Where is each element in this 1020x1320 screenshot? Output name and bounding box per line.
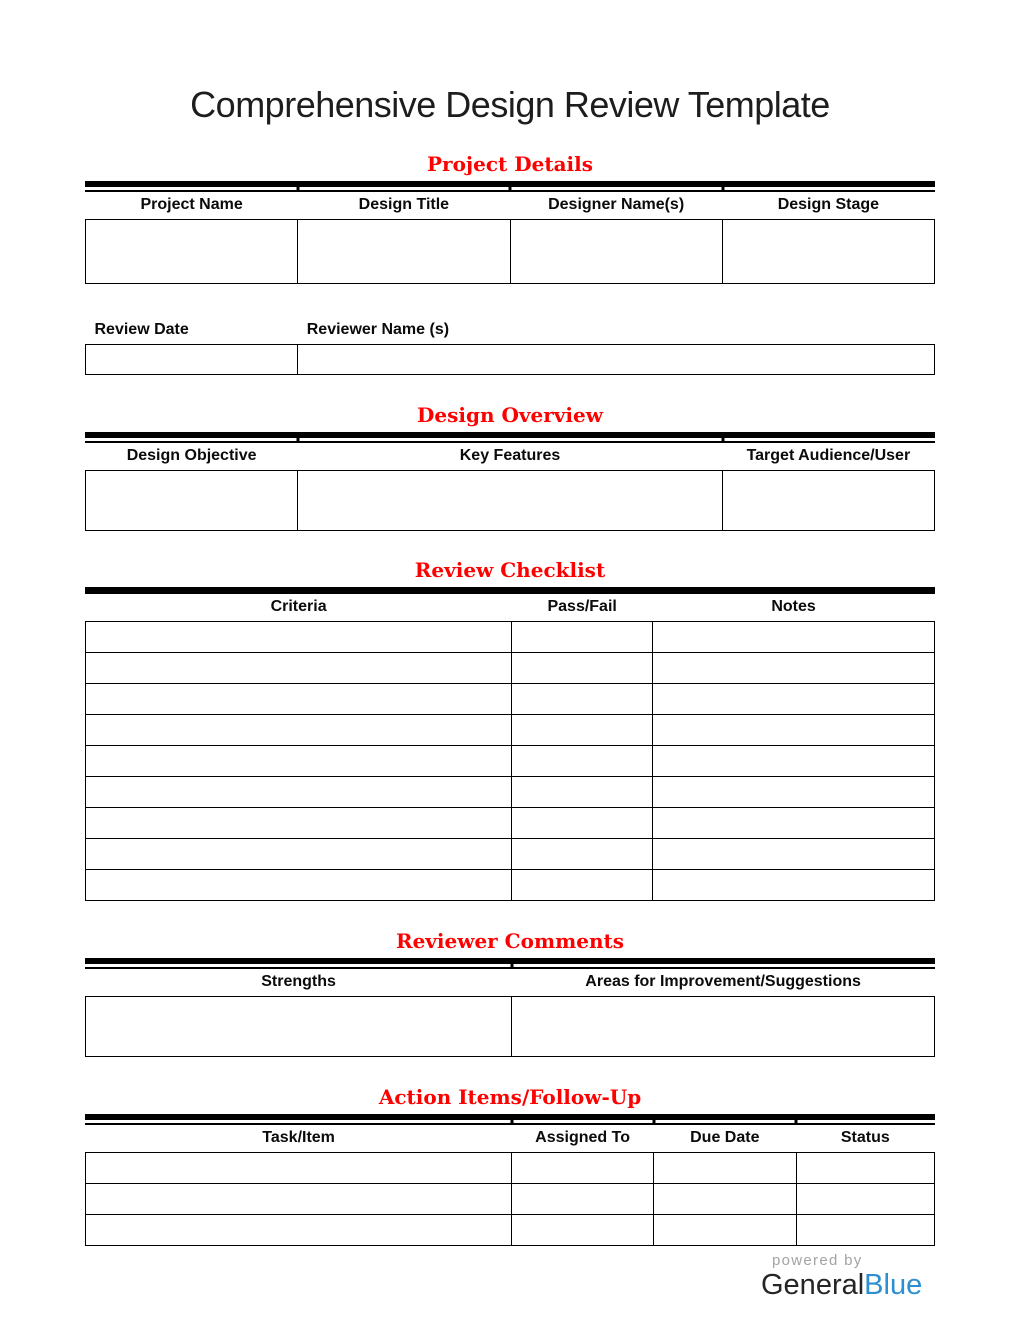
table-row: [86, 1215, 935, 1246]
input-cell[interactable]: [512, 1153, 654, 1184]
table-row: [86, 471, 935, 531]
input-cell[interactable]: [512, 653, 653, 684]
input-cell[interactable]: [512, 870, 653, 901]
input-cell[interactable]: [512, 808, 653, 839]
section-review-info: [85, 317, 935, 375]
table-row: [86, 839, 935, 870]
section-divider-line: [85, 441, 935, 443]
column-header-task-item: Task/Item: [86, 1125, 512, 1153]
input-cell[interactable]: [653, 715, 935, 746]
column-header-strengths: Strengths: [86, 969, 512, 997]
input-cell[interactable]: [86, 746, 512, 777]
section-review-checklist: [85, 558, 935, 901]
review-checklist-table: [85, 594, 935, 901]
section-reviewer-comments: [85, 929, 935, 1057]
table-row: [86, 345, 935, 375]
brand-blue-text: Blue: [864, 1269, 923, 1301]
column-tick: [721, 186, 724, 190]
table-row: [86, 870, 935, 901]
table-row: [86, 997, 935, 1057]
section-heading-review-checklist: Review Checklist: [414, 558, 606, 582]
column-header-project-name: Project Name: [86, 192, 298, 220]
section-divider-bar: [85, 432, 935, 438]
table-row: [86, 746, 935, 777]
input-cell[interactable]: [86, 715, 512, 746]
header-row: [86, 1125, 935, 1153]
powered-by-label: powered by: [772, 1252, 863, 1269]
input-cell[interactable]: [512, 777, 653, 808]
designer-names-input-cell[interactable]: [510, 220, 722, 284]
section-heading-design-overview: Design Overview: [417, 403, 603, 427]
section-heading-project-details: Project Details: [427, 152, 593, 176]
section-divider-line: [85, 1123, 935, 1125]
improvements-input-cell[interactable]: [512, 997, 935, 1057]
column-header-pass-fail: Pass/Fail: [512, 594, 653, 622]
review-info-table: [85, 317, 935, 375]
input-cell[interactable]: [653, 653, 935, 684]
table-row: [86, 684, 935, 715]
design-stage-input-cell[interactable]: [722, 220, 934, 284]
input-cell[interactable]: [653, 1153, 796, 1184]
column-header-due-date: Due Date: [653, 1125, 796, 1153]
column-header-target-audience: Target Audience/User: [722, 443, 934, 471]
section-design-overview: [85, 403, 935, 531]
table-row: [86, 1153, 935, 1184]
input-cell[interactable]: [796, 1153, 934, 1184]
project-name-input-cell[interactable]: [86, 220, 298, 284]
column-tick: [296, 437, 299, 441]
reviewer-names-input-cell[interactable]: [298, 345, 935, 375]
input-cell[interactable]: [86, 808, 512, 839]
section-heading-action-items: Action Items/Follow-Up: [378, 1085, 642, 1109]
reviewer-comments-table: [85, 969, 935, 1057]
design-title-input-cell[interactable]: [298, 220, 510, 284]
input-cell[interactable]: [86, 1215, 512, 1246]
header-row: [86, 192, 935, 220]
input-cell[interactable]: [653, 622, 935, 653]
generalblue-logo: [761, 1270, 931, 1302]
input-cell[interactable]: [653, 808, 935, 839]
input-cell[interactable]: [86, 777, 512, 808]
table-row: [86, 622, 935, 653]
column-header-design-objective: Design Objective: [86, 443, 298, 471]
input-cell[interactable]: [86, 684, 512, 715]
column-header-design-stage: Design Stage: [722, 192, 934, 220]
table-row: [86, 777, 935, 808]
column-header-designer-names: Designer Name(s): [510, 192, 722, 220]
review-date-input-cell[interactable]: [86, 345, 298, 375]
key-features-input-cell[interactable]: [298, 471, 723, 531]
column-header-notes: Notes: [653, 594, 935, 622]
table-row: [86, 653, 935, 684]
brand-general-text: General: [761, 1269, 865, 1301]
column-tick: [795, 1119, 798, 1123]
column-tick: [721, 437, 724, 441]
input-cell[interactable]: [653, 1184, 796, 1215]
column-header-criteria: Criteria: [86, 594, 512, 622]
input-cell[interactable]: [512, 684, 653, 715]
design-objective-input-cell[interactable]: [86, 471, 298, 531]
input-cell[interactable]: [653, 684, 935, 715]
section-heading-reviewer-comments: Reviewer Comments: [395, 929, 625, 953]
table-row: [86, 1184, 935, 1215]
input-cell[interactable]: [512, 715, 653, 746]
input-cell[interactable]: [86, 839, 512, 870]
project-details-table: [85, 192, 935, 284]
column-tick: [509, 186, 512, 190]
brand-footer: [761, 1252, 931, 1302]
input-cell[interactable]: [512, 622, 653, 653]
input-cell[interactable]: [653, 839, 935, 870]
section-project-details: [85, 152, 935, 284]
table-row: [86, 220, 935, 284]
section-divider-line: [85, 967, 935, 969]
input-cell[interactable]: [86, 1153, 512, 1184]
design-overview-table: [85, 443, 935, 531]
header-row: [86, 443, 935, 471]
action-items-table: [85, 1125, 935, 1246]
input-cell[interactable]: [86, 870, 512, 901]
table-row: [86, 808, 935, 839]
document-page: [85, 0, 935, 1302]
input-cell[interactable]: [512, 1184, 654, 1215]
section-divider-line: [85, 190, 935, 192]
header-row: [86, 317, 935, 345]
label-review-date: Review Date: [86, 317, 298, 345]
label-reviewer-names: Reviewer Name (s): [298, 317, 935, 345]
column-tick: [510, 963, 513, 967]
input-cell[interactable]: [512, 1215, 654, 1246]
input-cell[interactable]: [86, 1184, 512, 1215]
column-header-assigned-to: Assigned To: [512, 1125, 654, 1153]
input-cell[interactable]: [86, 653, 512, 684]
column-header-status: Status: [796, 1125, 934, 1153]
strengths-input-cell[interactable]: [86, 997, 512, 1057]
input-cell[interactable]: [796, 1184, 934, 1215]
header-row: [86, 594, 935, 622]
column-header-key-features: Key Features: [298, 443, 723, 471]
column-tick: [652, 1119, 655, 1123]
header-row: [86, 969, 935, 997]
input-cell[interactable]: [653, 870, 935, 901]
input-cell[interactable]: [512, 839, 653, 870]
input-cell[interactable]: [512, 746, 653, 777]
input-cell[interactable]: [86, 622, 512, 653]
column-tick: [296, 186, 299, 190]
column-header-design-title: Design Title: [298, 192, 510, 220]
page-title: Comprehensive Design Review Template: [190, 84, 830, 125]
column-tick: [510, 1119, 513, 1123]
target-audience-input-cell[interactable]: [722, 471, 934, 531]
input-cell[interactable]: [653, 777, 935, 808]
column-header-improvements: Areas for Improvement/Suggestions: [512, 969, 935, 997]
input-cell[interactable]: [653, 746, 935, 777]
table-row: [86, 715, 935, 746]
input-cell[interactable]: [796, 1215, 934, 1246]
section-divider-bar: [85, 587, 935, 594]
section-action-items: [85, 1085, 935, 1246]
input-cell[interactable]: [653, 1215, 796, 1246]
